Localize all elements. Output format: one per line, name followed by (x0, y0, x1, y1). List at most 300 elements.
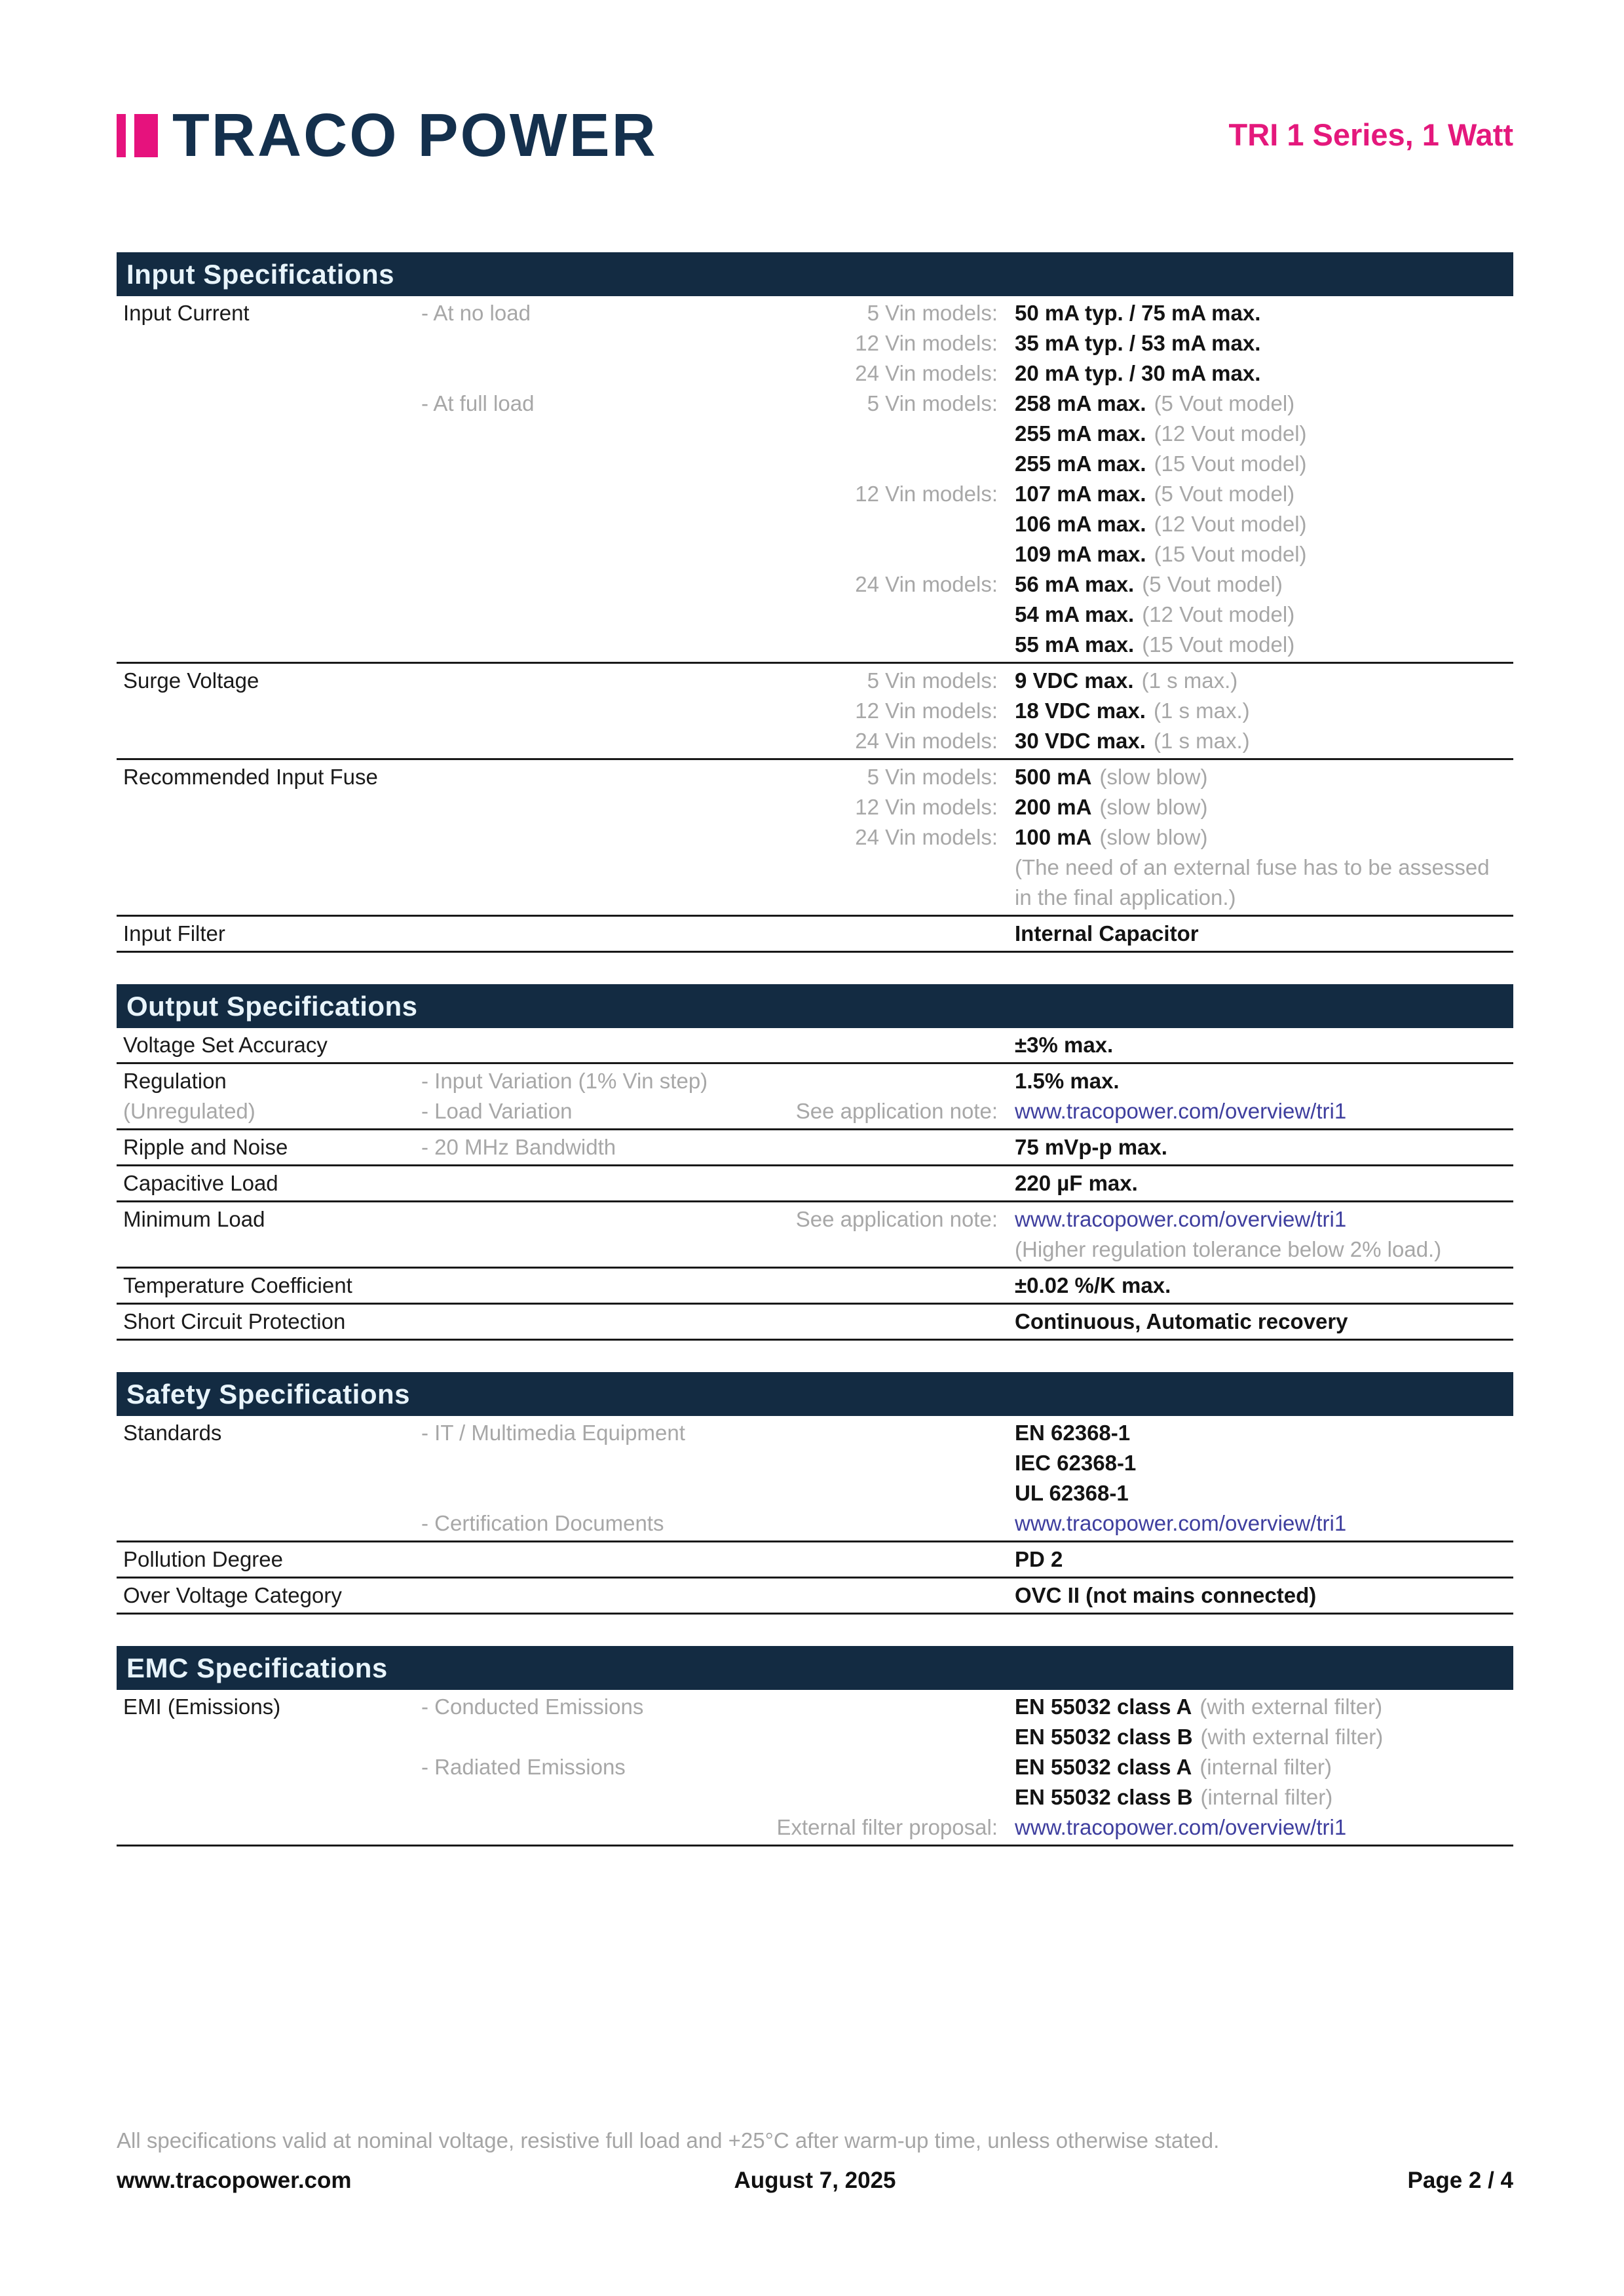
value-cell (998, 919, 1513, 949)
value-cell (998, 666, 1513, 696)
condition-block (421, 919, 1513, 949)
condition-label (421, 1544, 719, 1575)
value-lines (719, 1307, 1513, 1337)
value-lines (719, 1418, 1513, 1508)
condition-blocks (421, 762, 1513, 913)
spec-value: 200 mA (1015, 795, 1092, 819)
condition-block (421, 666, 1513, 756)
condition-block (421, 298, 1513, 389)
spec-value: 255 mA max. (1015, 421, 1146, 446)
condition-label (421, 666, 719, 756)
parameter-label: Temperature Coefficient (123, 1273, 352, 1297)
spec-note: (5 Vout model) (1142, 572, 1283, 596)
condition-block (421, 1096, 1513, 1126)
condition-block (421, 1132, 1513, 1162)
spec-value: 106 mA max. (1015, 512, 1146, 536)
spec-note: (1 s max.) (1153, 698, 1250, 723)
condition-label: - Certification Documents (421, 1511, 664, 1535)
spec-value: ±0.02 %/K max. (1015, 1273, 1171, 1297)
value-line (719, 852, 1513, 883)
value-cell (998, 1448, 1513, 1478)
condition-label (421, 919, 719, 949)
value-line (719, 1692, 1513, 1722)
value-line (719, 509, 1513, 539)
condition-block (421, 1168, 1513, 1198)
spec-value: 258 mA max. (1015, 391, 1146, 415)
spec-value: 18 VDC max. (1015, 698, 1146, 723)
value-cell (998, 1782, 1513, 1812)
value-line (719, 1096, 1513, 1126)
spec-row (117, 917, 1513, 953)
model-condition: 24 Vin models: (855, 361, 998, 385)
value-line (719, 1580, 1513, 1611)
condition-label: - 20 MHz Bandwidth (421, 1135, 616, 1159)
parameter-cell (123, 1580, 421, 1611)
condition-label (421, 1168, 719, 1198)
condition-label (421, 762, 719, 913)
footer-page-number: Page 2 / 4 (1407, 2168, 1514, 2193)
spec-value: EN 55032 class B (1015, 1725, 1193, 1749)
model-condition (719, 1030, 998, 1060)
value-lines (719, 666, 1513, 756)
model-condition (719, 1544, 998, 1575)
model-condition: See application note: (795, 1099, 998, 1123)
value-line (719, 1204, 1513, 1234)
condition-block (421, 1580, 1513, 1611)
value-cell (998, 696, 1513, 726)
model-condition (719, 419, 998, 449)
logo-text: TRACO POWER (172, 101, 658, 169)
parameter-cell (123, 1066, 421, 1126)
value-line (719, 358, 1513, 389)
parameter-label: Recommended Input Fuse (123, 765, 378, 789)
value-line (719, 1234, 1513, 1265)
value-cell (998, 1478, 1513, 1508)
value-line (719, 479, 1513, 509)
spec-row (117, 1305, 1513, 1341)
spec-note: (internal filter) (1200, 1785, 1333, 1809)
value-cell (998, 822, 1513, 852)
value-cell (998, 569, 1513, 600)
parameter-cell (123, 1692, 421, 1843)
value-line (719, 792, 1513, 822)
value-lines (719, 1692, 1513, 1752)
footer-website[interactable]: www.tracopower.com (117, 2168, 352, 2193)
condition-block (421, 1204, 1513, 1265)
spec-value: 56 mA max. (1015, 572, 1135, 596)
model-condition: 24 Vin models: (855, 825, 998, 849)
model-condition (719, 919, 998, 949)
spec-note: in the final application.) (1015, 885, 1236, 909)
model-condition: 12 Vin models: (855, 482, 998, 506)
value-line (719, 883, 1513, 913)
parameter-label: Input Filter (123, 921, 225, 946)
spec-note: (slow blow) (1099, 795, 1208, 819)
validity-note: All specifications valid at nominal voltage, resistive full load and +25°C after warm-up time, unless otherwise stated. (117, 2128, 1220, 2152)
model-condition (719, 1418, 998, 1448)
condition-label: - At full load (421, 391, 535, 415)
value-cell (998, 389, 1513, 419)
spec-note: (with external filter) (1200, 1725, 1384, 1749)
condition-block (421, 1030, 1513, 1060)
value-cell (998, 1234, 1513, 1265)
condition-blocks (421, 1271, 1513, 1301)
value-line (719, 1508, 1513, 1539)
value-cell (998, 1168, 1513, 1198)
spec-value: 9 VDC max. (1015, 668, 1134, 693)
model-condition: 12 Vin models: (855, 698, 998, 723)
value-cell (998, 1204, 1513, 1234)
value-line (719, 919, 1513, 949)
parameter-label: Pollution Degree (123, 1547, 283, 1571)
section-title: Safety Specifications (126, 1378, 410, 1409)
condition-blocks (421, 1204, 1513, 1265)
value-cell (998, 1722, 1513, 1752)
model-condition (719, 1448, 998, 1478)
value-line (719, 696, 1513, 726)
value-line (719, 419, 1513, 449)
condition-blocks (421, 919, 1513, 949)
model-condition: 5 Vin models: (867, 668, 998, 693)
parameter-label: Capacitive Load (123, 1171, 278, 1195)
value-cell (998, 328, 1513, 358)
parameter-cell (123, 919, 421, 949)
model-condition: 5 Vin models: (867, 301, 998, 325)
value-line (719, 1478, 1513, 1508)
footer-date: August 7, 2025 (734, 2168, 896, 2193)
condition-label (421, 1307, 719, 1337)
value-line (719, 1448, 1513, 1478)
section-title: Output Specifications (126, 990, 418, 1022)
value-cell (998, 600, 1513, 630)
model-condition (719, 1307, 998, 1337)
value-cell (998, 792, 1513, 822)
condition-blocks (421, 1168, 1513, 1198)
spec-value: 109 mA max. (1015, 542, 1146, 566)
value-line (719, 762, 1513, 792)
model-condition (719, 600, 998, 630)
spec-note: (1 s max.) (1153, 729, 1250, 753)
spec-value: ±3% max. (1015, 1033, 1114, 1057)
model-condition (719, 1271, 998, 1301)
condition-block (421, 389, 1513, 660)
parameter-label: Short Circuit Protection (123, 1309, 346, 1333)
condition-label (421, 1271, 719, 1301)
value-cell (998, 358, 1513, 389)
value-lines (719, 1580, 1513, 1611)
value-line (719, 726, 1513, 756)
value-line (719, 539, 1513, 569)
spec-value: 75 mVp-p max. (1015, 1135, 1167, 1159)
value-cell (998, 1132, 1513, 1162)
model-condition (719, 883, 998, 913)
model-condition (719, 1782, 998, 1812)
spec-value: 50 mA typ. / 75 mA max. (1015, 301, 1261, 325)
spec-note: (slow blow) (1099, 765, 1208, 789)
value-line (719, 569, 1513, 600)
value-line (719, 1752, 1513, 1782)
parameter-label: Regulation (123, 1069, 227, 1093)
spec-value: UL 62368-1 (1015, 1481, 1129, 1505)
spec-note: (slow blow) (1099, 825, 1208, 849)
condition-blocks (421, 1692, 1513, 1843)
spec-note: (internal filter) (1199, 1755, 1332, 1779)
spec-row (117, 1690, 1513, 1846)
spec-note: (5 Vout model) (1154, 391, 1295, 415)
model-condition: See application note: (795, 1207, 998, 1231)
value-line (719, 1418, 1513, 1448)
spec-row (117, 1542, 1513, 1578)
logo-bar-wide-icon (134, 114, 158, 157)
spec-value: EN 55032 class B (1015, 1785, 1193, 1809)
condition-block (421, 1692, 1513, 1752)
value-cell (998, 509, 1513, 539)
parameter-sublabel: (Unregulated) (123, 1099, 255, 1123)
spec-row (117, 1578, 1513, 1615)
section-title: Input Specifications (126, 258, 395, 290)
condition-blocks (421, 1030, 1513, 1060)
value-cell (998, 1692, 1513, 1722)
value-line (719, 1066, 1513, 1096)
value-lines (719, 1544, 1513, 1575)
spec-value: 107 mA max. (1015, 482, 1146, 506)
condition-label (421, 1030, 719, 1060)
condition-block (421, 1752, 1513, 1812)
spec-value: Continuous, Automatic recovery (1015, 1309, 1348, 1333)
condition-label: - IT / Multimedia Equipment (421, 1421, 685, 1445)
parameter-cell (123, 1030, 421, 1060)
spec-value: 255 mA max. (1015, 451, 1146, 476)
condition-blocks (421, 1307, 1513, 1337)
value-line (719, 1271, 1513, 1301)
value-line (719, 630, 1513, 660)
model-condition (719, 852, 998, 883)
model-condition: 12 Vin models: (855, 795, 998, 819)
model-condition (719, 1234, 998, 1265)
value-line (719, 389, 1513, 419)
model-condition (719, 1132, 998, 1162)
condition-block (421, 1307, 1513, 1337)
value-lines (719, 1508, 1513, 1539)
parameter-label: EMI (Emissions) (123, 1694, 281, 1719)
parameter-cell (123, 1544, 421, 1575)
value-lines (719, 1168, 1513, 1198)
model-condition (719, 630, 998, 660)
condition-block (421, 1508, 1513, 1539)
value-lines (719, 1066, 1513, 1096)
condition-blocks (421, 1132, 1513, 1162)
section-header-bar (117, 252, 1513, 296)
condition-block (421, 1271, 1513, 1301)
model-condition (719, 1692, 998, 1722)
model-condition: 24 Vin models: (855, 572, 998, 596)
spec-note: (15 Vout model) (1154, 542, 1307, 566)
spec-value: 55 mA max. (1015, 632, 1135, 657)
value-lines (719, 1132, 1513, 1162)
model-condition: 5 Vin models: (867, 391, 998, 415)
spec-note: (15 Vout model) (1142, 632, 1295, 657)
model-condition (719, 1168, 998, 1198)
spec-row (117, 1130, 1513, 1166)
value-line (719, 449, 1513, 479)
value-lines (719, 1204, 1513, 1265)
model-condition: External filter proposal: (776, 1815, 998, 1839)
spec-link[interactable]: www.tracopower.com/overview/tri1 (1015, 1815, 1347, 1839)
value-lines (719, 389, 1513, 660)
condition-blocks (421, 1418, 1513, 1539)
value-lines (719, 762, 1513, 913)
condition-block (421, 1066, 1513, 1096)
table-emc-specifications (117, 1646, 1513, 1846)
value-cell (998, 419, 1513, 449)
spec-value: OVC II (not mains connected) (1015, 1583, 1317, 1607)
spec-tables (117, 252, 1513, 1878)
spec-note: (The need of an external fuse has to be assessed (1015, 855, 1490, 879)
parameter-cell (123, 1418, 421, 1539)
spec-note: (15 Vout model) (1154, 451, 1307, 476)
spec-note: (with external filter) (1199, 1694, 1383, 1719)
value-line (719, 666, 1513, 696)
page-footer (117, 2168, 1513, 2194)
value-lines (719, 1752, 1513, 1812)
page-header (117, 101, 1513, 169)
parameter-label: Minimum Load (123, 1207, 265, 1231)
model-condition (719, 1066, 998, 1096)
value-lines (719, 298, 1513, 389)
value-cell (998, 1096, 1513, 1126)
section-title: EMC Specifications (126, 1652, 388, 1683)
value-cell (998, 1271, 1513, 1301)
value-line (719, 1544, 1513, 1575)
table-input-specifications (117, 252, 1513, 953)
model-condition: 24 Vin models: (855, 729, 998, 753)
condition-label: - Conducted Emissions (421, 1694, 644, 1719)
value-line (719, 1168, 1513, 1198)
value-line (719, 1307, 1513, 1337)
value-cell (998, 1544, 1513, 1575)
spec-link[interactable]: www.tracopower.com/overview/tri1 (1015, 1099, 1347, 1123)
condition-blocks (421, 298, 1513, 660)
section-header-bar (117, 1646, 1513, 1690)
section-header-bar (117, 1372, 1513, 1416)
spec-link[interactable]: www.tracopower.com/overview/tri1 (1015, 1511, 1347, 1535)
value-line (719, 1722, 1513, 1752)
condition-blocks (421, 666, 1513, 756)
value-cell (998, 726, 1513, 756)
value-cell (998, 539, 1513, 569)
value-cell (998, 1066, 1513, 1096)
value-lines (719, 1271, 1513, 1301)
value-cell (998, 1752, 1513, 1782)
parameter-cell (123, 1132, 421, 1162)
value-cell (998, 479, 1513, 509)
condition-label: - Radiated Emissions (421, 1755, 626, 1779)
value-lines (719, 1096, 1513, 1126)
value-cell (998, 630, 1513, 660)
condition-label: - Input Variation (1% Vin step) (421, 1069, 708, 1093)
value-cell (998, 883, 1513, 913)
logo-bar-narrow-icon (117, 114, 126, 157)
value-line (719, 298, 1513, 328)
parameter-label: Surge Voltage (123, 668, 259, 693)
spec-note: (Higher regulation tolerance below 2% load.) (1015, 1237, 1442, 1261)
spec-value: 500 mA (1015, 765, 1092, 789)
value-lines (719, 1812, 1513, 1843)
spec-value: EN 55032 class A (1015, 1755, 1192, 1779)
spec-value: EN 55032 class A (1015, 1694, 1192, 1719)
series-title: TRI 1 Series, 1 Watt (1228, 117, 1513, 152)
model-condition (719, 539, 998, 569)
parameter-label: Over Voltage Category (123, 1583, 342, 1607)
section-header-bar (117, 984, 1513, 1028)
spec-value: Internal Capacitor (1015, 921, 1199, 946)
value-line (719, 600, 1513, 630)
parameter-cell (123, 298, 421, 660)
parameter-label: Input Current (123, 301, 250, 325)
condition-label: - Load Variation (421, 1099, 573, 1123)
condition-block (421, 1544, 1513, 1575)
spec-row (117, 1064, 1513, 1130)
parameter-cell (123, 666, 421, 756)
condition-label (421, 1580, 719, 1611)
spec-value: 54 mA max. (1015, 602, 1135, 626)
value-cell (998, 1580, 1513, 1611)
spec-value: 35 mA typ. / 53 mA max. (1015, 331, 1261, 355)
spec-note: (12 Vout model) (1142, 602, 1295, 626)
spec-row (117, 1202, 1513, 1269)
value-cell (998, 1508, 1513, 1539)
parameter-cell (123, 1168, 421, 1198)
value-cell (998, 1418, 1513, 1448)
spec-value: 220 µF max. (1015, 1171, 1138, 1195)
model-condition (719, 509, 998, 539)
spec-value: EN 62368-1 (1015, 1421, 1131, 1445)
condition-blocks (421, 1066, 1513, 1126)
parameter-cell (123, 1271, 421, 1301)
model-condition (719, 1722, 998, 1752)
model-condition (719, 1478, 998, 1508)
model-condition: 12 Vin models: (855, 331, 998, 355)
spec-value: 100 mA (1015, 825, 1092, 849)
condition-label (421, 1204, 719, 1265)
value-line (719, 1812, 1513, 1843)
spec-row (117, 1028, 1513, 1064)
spec-value: 20 mA typ. / 30 mA max. (1015, 361, 1261, 385)
value-line (719, 1030, 1513, 1060)
table-safety-specifications (117, 1372, 1513, 1615)
spec-link[interactable]: www.tracopower.com/overview/tri1 (1015, 1207, 1347, 1231)
parameter-label: Ripple and Noise (123, 1135, 288, 1159)
condition-label: - At no load (421, 301, 531, 325)
spec-row (117, 760, 1513, 917)
table-output-specifications (117, 984, 1513, 1341)
value-line (719, 328, 1513, 358)
traco-power-logo (117, 101, 658, 169)
value-line (719, 1782, 1513, 1812)
model-condition (719, 449, 998, 479)
spec-row (117, 1269, 1513, 1305)
value-cell (998, 449, 1513, 479)
spec-value: 1.5% max. (1015, 1069, 1120, 1093)
parameter-label: Standards (123, 1421, 222, 1445)
parameter-cell (123, 762, 421, 913)
spec-note: (1 s max.) (1141, 668, 1238, 693)
value-cell (998, 1812, 1513, 1843)
spec-value: 30 VDC max. (1015, 729, 1146, 753)
spec-row (117, 296, 1513, 664)
model-condition: 5 Vin models: (867, 765, 998, 789)
value-cell (998, 1307, 1513, 1337)
